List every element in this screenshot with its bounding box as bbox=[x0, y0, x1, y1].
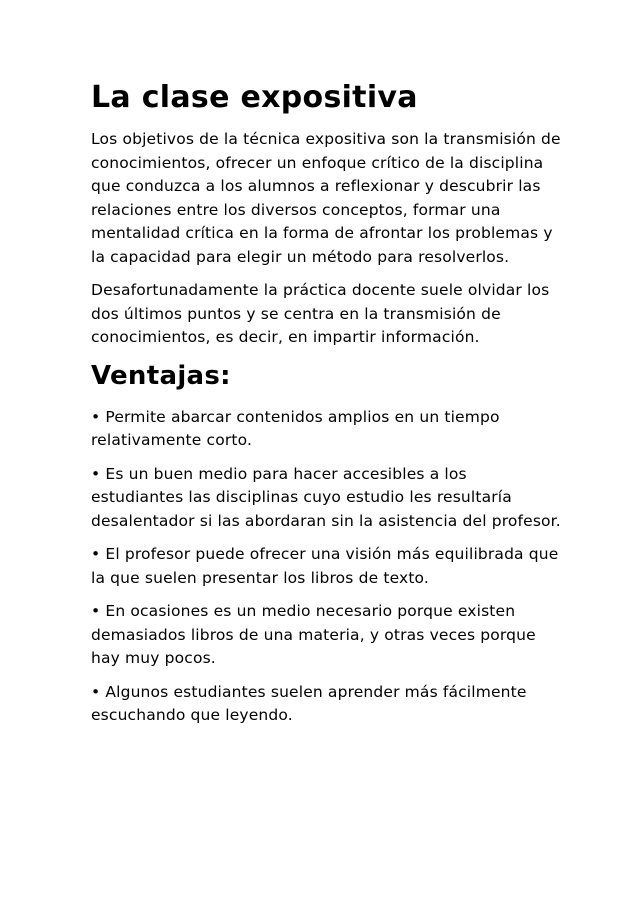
section-heading-ventajas: Ventajas: bbox=[91, 360, 231, 391]
advantage-item: • Es un buen medio para hacer accesibles a los estudiantes las disciplinas cuyo estudio les resultaría desalentador si las abordaran sin la asistencia del profesor. bbox=[91, 464, 561, 530]
intro-paragraph: Desafortunadamente la práctica docente suele olvidar los dos últimos puntos y se centra en la transmisión de conocimientos, es decir, en impartir información. bbox=[91, 281, 550, 346]
intro-paragraph: Los objetivos de la técnica expositiva son la transmisión de conocimientos, ofrecer un enfoque crítico de la disciplina que conduzca a los alumnos a reflexionar y descubrir las relaciones entre los diversos conceptos, formar una mentalidad crítica en la forma de afrontar los problemas y la capacidad para elegir un método para resolverlos. bbox=[91, 130, 561, 266]
document-page bbox=[91, 80, 561, 738]
advantage-item: • Permite abarcar contenidos amplios en un tiempo relativamente corto. bbox=[91, 407, 500, 449]
advantage-item: • Algunos estudiantes suelen aprender más fácilmente escuchando que leyendo. bbox=[91, 682, 527, 724]
page-title: La clase expositiva bbox=[91, 80, 418, 115]
advantage-item: • El profesor puede ofrecer una visión más equilibrada que la que suelen presentar los libros de texto. bbox=[91, 545, 559, 587]
advantage-item: • En ocasiones es un medio necesario porque existen demasiados libros de una materia, y otras veces porque hay muy pocos. bbox=[91, 602, 536, 667]
